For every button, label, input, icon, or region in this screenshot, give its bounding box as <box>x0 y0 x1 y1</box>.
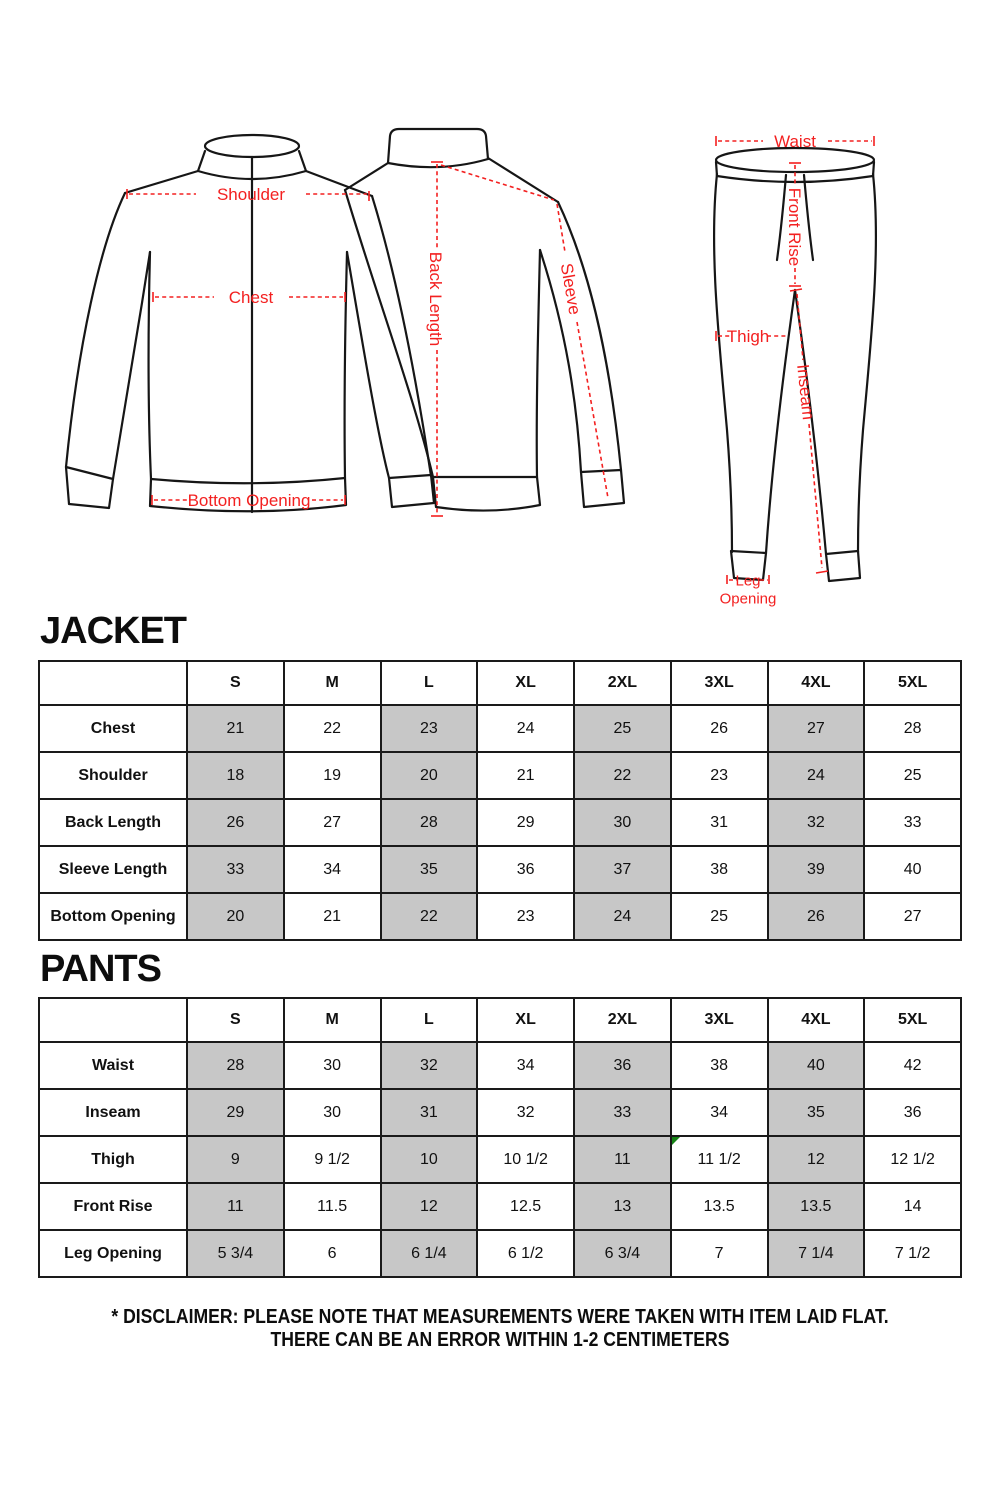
size-value-cell: 34 <box>284 846 381 893</box>
table-row <box>39 1230 961 1277</box>
jacket-section-title: JACKET <box>40 610 187 652</box>
jacket-back-drawing <box>345 129 624 511</box>
size-value-cell: 7 1/4 <box>768 1230 865 1277</box>
size-value-cell: 10 1/2 <box>477 1136 574 1183</box>
size-value-cell: 35 <box>381 846 478 893</box>
size-value-cell: 33 <box>864 799 961 846</box>
size-value-cell: 12.5 <box>477 1183 574 1230</box>
table-row <box>39 846 961 893</box>
size-value-cell: 30 <box>284 1089 381 1136</box>
disclaimer-line-1: * DISCLAIMER: PLEASE NOTE THAT MEASUREMENTS WERE TAKEN WITH ITEM LAID FLAT. <box>111 1306 889 1328</box>
size-value-cell: 25 <box>574 705 671 752</box>
table-row <box>39 705 961 752</box>
size-value-cell: 6 3/4 <box>574 1230 671 1277</box>
pants-size-table <box>38 997 962 1278</box>
table-row <box>39 752 961 799</box>
size-value-cell: 13 <box>574 1183 671 1230</box>
size-value-cell: 39 <box>768 846 865 893</box>
size-column-header: M <box>284 998 381 1042</box>
pants-section-title: PANTS <box>40 948 161 990</box>
size-value-cell: 36 <box>864 1089 961 1136</box>
size-value-cell: 24 <box>574 893 671 940</box>
size-value-cell: 40 <box>864 846 961 893</box>
size-value-cell: 25 <box>864 752 961 799</box>
size-value-cell: 36 <box>574 1042 671 1089</box>
size-value-cell: 7 1/2 <box>864 1230 961 1277</box>
size-value-cell: 6 1/4 <box>381 1230 478 1277</box>
size-value-cell: 23 <box>671 752 768 799</box>
size-value-cell: 26 <box>768 893 865 940</box>
size-column-header: 4XL <box>768 998 865 1042</box>
size-value-cell: 22 <box>574 752 671 799</box>
measurement-row-label: Thigh <box>39 1136 187 1183</box>
table-row <box>39 1136 961 1183</box>
size-value-cell: 23 <box>381 705 478 752</box>
size-value-cell: 36 <box>477 846 574 893</box>
size-column-header: L <box>381 661 478 705</box>
size-value-cell: 12 <box>381 1183 478 1230</box>
size-value-cell: 34 <box>477 1042 574 1089</box>
size-value-cell: 35 <box>768 1089 865 1136</box>
size-value-cell: 26 <box>671 705 768 752</box>
size-value-cell: 19 <box>284 752 381 799</box>
size-value-cell: 33 <box>574 1089 671 1136</box>
back-length-label: Back Length <box>426 251 446 347</box>
size-column-header: 4XL <box>768 661 865 705</box>
size-value-cell: 6 1/2 <box>477 1230 574 1277</box>
sleeve-label: Sleeve <box>556 261 585 317</box>
size-value-cell: 38 <box>671 846 768 893</box>
size-value-cell: 21 <box>477 752 574 799</box>
size-value-cell: 11.5 <box>284 1183 381 1230</box>
inseam-label: Inseam <box>793 363 818 421</box>
leg-opening-label-line1: Leg <box>735 572 761 590</box>
size-value-cell: 33 <box>187 846 284 893</box>
size-value-cell: 23 <box>477 893 574 940</box>
size-value-cell: 22 <box>284 705 381 752</box>
size-value-cell: 7 <box>671 1230 768 1277</box>
size-value-cell: 9 1/2 <box>284 1136 381 1183</box>
size-value-cell: 11 1/2 <box>671 1136 768 1183</box>
measurement-row-label: Leg Opening <box>39 1230 187 1277</box>
size-value-cell: 20 <box>381 752 478 799</box>
size-value-cell: 29 <box>477 799 574 846</box>
chest-label: Chest <box>228 287 274 307</box>
jacket-size-table <box>38 660 962 941</box>
measurement-row-label: Bottom Opening <box>39 893 187 940</box>
size-value-cell: 24 <box>477 705 574 752</box>
bottom-opening-label: Bottom Opening <box>187 490 311 510</box>
table-row <box>39 1089 961 1136</box>
size-value-cell: 18 <box>187 752 284 799</box>
measurement-row-label: Waist <box>39 1042 187 1089</box>
size-column-header: 3XL <box>671 998 768 1042</box>
size-value-cell: 9 <box>187 1136 284 1183</box>
size-column-header: L <box>381 998 478 1042</box>
size-value-cell: 27 <box>284 799 381 846</box>
size-value-cell: 26 <box>187 799 284 846</box>
size-column-header: 5XL <box>864 998 961 1042</box>
size-value-cell: 20 <box>187 893 284 940</box>
table-row <box>39 1042 961 1089</box>
size-value-cell: 32 <box>477 1089 574 1136</box>
size-value-cell: 42 <box>864 1042 961 1089</box>
size-value-cell: 28 <box>381 799 478 846</box>
thigh-label: Thigh <box>726 326 770 346</box>
size-value-cell: 31 <box>381 1089 478 1136</box>
size-value-cell: 34 <box>671 1089 768 1136</box>
leg-opening-label-line2: Opening <box>719 590 777 608</box>
table-corner-cell <box>39 998 187 1042</box>
disclaimer-text <box>0 1306 1000 1352</box>
disclaimer-line-2: THERE CAN BE AN ERROR WITHIN 1-2 CENTIMETERS <box>270 1329 730 1351</box>
size-value-cell: 29 <box>187 1089 284 1136</box>
size-value-cell: 27 <box>864 893 961 940</box>
size-column-header: 3XL <box>671 661 768 705</box>
size-value-cell: 11 <box>187 1183 284 1230</box>
size-value-cell: 30 <box>284 1042 381 1089</box>
measurement-row-label: Back Length <box>39 799 187 846</box>
size-value-cell: 10 <box>381 1136 478 1183</box>
size-value-cell: 13.5 <box>768 1183 865 1230</box>
size-value-cell: 21 <box>284 893 381 940</box>
waist-label: Waist <box>774 131 816 151</box>
jacket-front-annotations <box>127 185 369 510</box>
size-value-cell: 5 3/4 <box>187 1230 284 1277</box>
size-value-cell: 28 <box>864 705 961 752</box>
front-rise-label: Front Rise <box>785 187 805 267</box>
size-column-header: XL <box>477 661 574 705</box>
size-value-cell: 32 <box>768 799 865 846</box>
size-value-cell: 24 <box>768 752 865 799</box>
size-value-cell: 28 <box>187 1042 284 1089</box>
size-value-cell: 37 <box>574 846 671 893</box>
size-value-cell: 31 <box>671 799 768 846</box>
size-column-header: M <box>284 661 381 705</box>
measurement-row-label: Shoulder <box>39 752 187 799</box>
size-column-header: S <box>187 661 284 705</box>
size-value-cell: 11 <box>574 1136 671 1183</box>
size-value-cell: 25 <box>671 893 768 940</box>
size-value-cell: 12 1/2 <box>864 1136 961 1183</box>
size-value-cell: 22 <box>381 893 478 940</box>
pants-annotations <box>716 132 874 607</box>
size-value-cell: 12 <box>768 1136 865 1183</box>
size-column-header: XL <box>477 998 574 1042</box>
size-value-cell: 14 <box>864 1183 961 1230</box>
size-value-cell: 21 <box>187 705 284 752</box>
size-value-cell: 30 <box>574 799 671 846</box>
size-value-cell: 13.5 <box>671 1183 768 1230</box>
measurement-row-label: Chest <box>39 705 187 752</box>
size-value-cell: 6 <box>284 1230 381 1277</box>
shoulder-label: Shoulder <box>216 184 286 204</box>
table-corner-cell <box>39 661 187 705</box>
size-value-cell: 27 <box>768 705 865 752</box>
measurement-row-label: Inseam <box>39 1089 187 1136</box>
size-column-header: 5XL <box>864 661 961 705</box>
size-value-cell: 32 <box>381 1042 478 1089</box>
measurement-diagram <box>0 0 1000 620</box>
table-row <box>39 799 961 846</box>
measurement-row-label: Sleeve Length <box>39 846 187 893</box>
size-value-cell: 38 <box>671 1042 768 1089</box>
size-value-cell: 40 <box>768 1042 865 1089</box>
size-column-header: 2XL <box>574 661 671 705</box>
table-row <box>39 1183 961 1230</box>
table-row <box>39 893 961 940</box>
measurement-row-label: Front Rise <box>39 1183 187 1230</box>
size-column-header: S <box>187 998 284 1042</box>
size-column-header: 2XL <box>574 998 671 1042</box>
